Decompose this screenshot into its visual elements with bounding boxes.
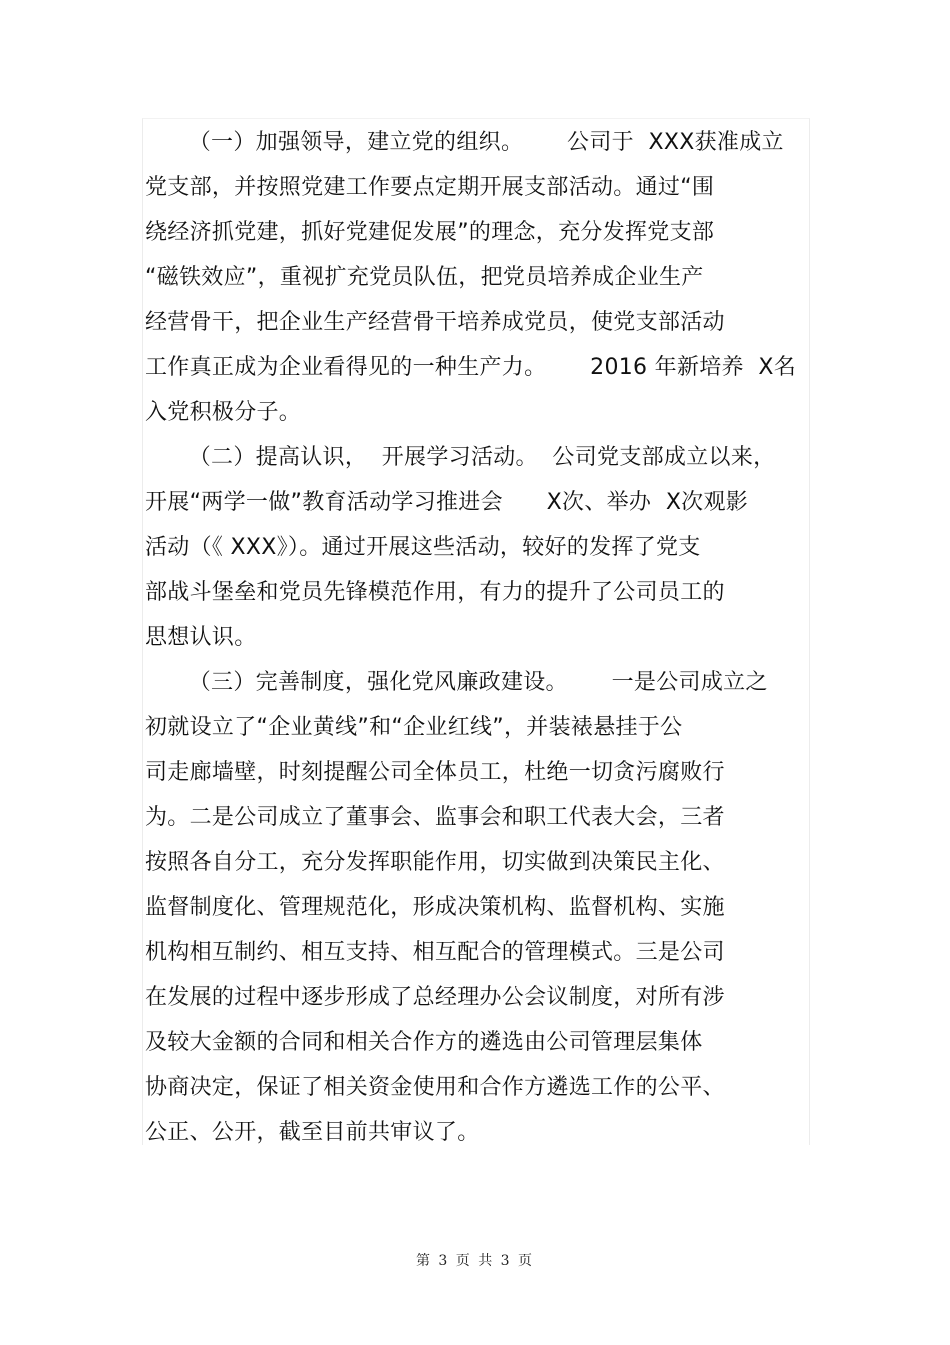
text-line: 党支部，并按照党建工作要点定期开展支部活动。通过“围 (145, 175, 715, 200)
text-line: （二）提高认识， 开展学习活动。 公司党支部成立以来， (145, 445, 776, 470)
page-number: 第 3 页 共 3 页 (415, 1253, 535, 1269)
text-line: 入党积极分子。 (145, 400, 302, 425)
text-line: 机构相互制约、相互支持、相互配合的管理模式。三是公司 (145, 940, 725, 965)
text-line: “磁铁效应”，重视扩充党员队伍，把党员培养成企业生产 (145, 265, 704, 290)
text-line: 为。二是公司成立了董事会、监事会和职工代表大会，三者 (145, 805, 725, 830)
text-line: 司走廊墙壁，时刻提醒公司全体员工，杜绝一切贪污腐败行 (145, 760, 725, 785)
text-line: 工作真正成为企业看得见的一种生产力。 2016 年新培养 X名 (145, 355, 797, 380)
text-line: 部战斗堡垒和党员先锋模范作用，有力的提升了公司员工的 (145, 580, 725, 605)
text-line: （三）完善制度，强化党风廉政建设。 一是公司成立之 (145, 670, 768, 695)
text-line: 绕经济抓党建，抓好党建促发展”的理念，充分发挥党支部 (145, 220, 715, 245)
text-line: 初就设立了“企业黄线”和“企业红线”，并装裱悬挂于公 (145, 715, 683, 740)
text-line: （一）加强领导，建立党的组织。 公司于 XXX获准成立 (145, 130, 784, 155)
text-line: 开展“两学一做”教育活动学习推进会 X次、举办 X次观影 (145, 490, 749, 515)
text-line: 协商决定，保证了相关资金使用和合作方遴选工作的公平、 (145, 1075, 725, 1100)
text-line: 及较大金额的合同和相关合作方的遴选由公司管理层集体 (145, 1030, 703, 1055)
text-line: 在发展的过程中逐步形成了总经理办公会议制度，对所有涉 (145, 985, 725, 1010)
text-line: 公正、公开，截至目前共审议了。 (145, 1120, 480, 1145)
text-line: 经营骨干，把企业生产经营骨干培养成党员，使党支部活动 (145, 310, 725, 335)
text-line: 思想认识。 (145, 625, 257, 650)
text-line: 监督制度化、管理规范化，形成决策机构、监督机构、实施 (145, 895, 725, 920)
text-line: 按照各自分工，充分发挥职能作用，切实做到决策民主化、 (145, 850, 725, 875)
text-line: 活动（《 XXX》）。通过开展这些活动，较好的发挥了党支 (145, 535, 701, 560)
